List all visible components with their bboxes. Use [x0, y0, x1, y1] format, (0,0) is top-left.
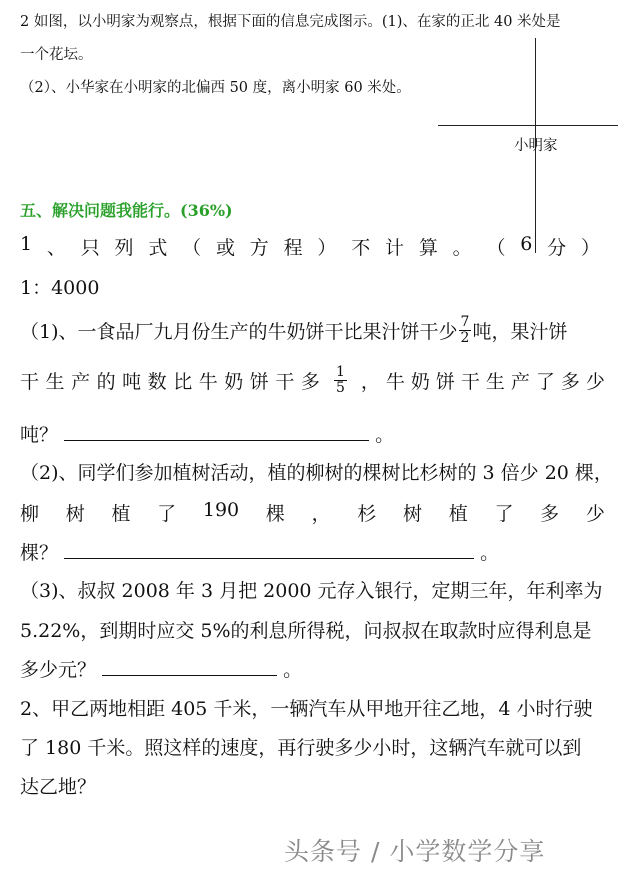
fraction-one-fifth	[334, 365, 347, 396]
question-2-line-1: 2 如图，以小明家为观察点，根据下面的信息完成图示。(1)、在家的正北 40 米处是	[20, 14, 561, 30]
problem-1-line-2a-char: 奶	[224, 371, 244, 393]
problem-1-line-2b-char: 产	[510, 371, 530, 393]
problem-2-answer-prefix: 棵？	[20, 542, 59, 564]
problem-1-line-2a-char: 牛	[198, 371, 218, 393]
question-2-line-2: 一个花坛。	[20, 47, 93, 63]
problem-1-text-b: 吨，果汁饼	[472, 321, 568, 343]
fraction-seven-halves	[459, 315, 472, 346]
problem-2-line-2-char: 190	[202, 499, 240, 521]
problem-1-line-2	[20, 365, 605, 396]
problem-1-line-2a-char: 的	[96, 371, 116, 393]
fraction-denominator: 5	[336, 380, 345, 396]
question-1-char: 只	[80, 237, 100, 259]
question-1-char: 6	[520, 233, 533, 255]
problem-1-text-a: （1)、一食品厂九月份生产的牛奶饼干比果汁饼干少	[20, 321, 458, 343]
problem-1-answer-prefix: 吨？	[20, 424, 59, 446]
problem-2-answer-end: 。	[480, 542, 500, 564]
question-1-char: 方	[249, 237, 269, 259]
question-2b-line-3: 达乙地？	[20, 776, 97, 798]
question-1-instruction	[20, 233, 600, 260]
problem-2-line-2-char: 了	[494, 503, 514, 525]
question-1-char: ）	[580, 237, 600, 259]
observation-point-label: 小明家	[514, 138, 558, 154]
section-five-heading: 五、解决问题我能行。(36%)	[20, 201, 233, 220]
problem-1-line-2a-char: 吨	[122, 371, 142, 393]
problem-3-line-2: 5.22%，到期时应交 5%的利息所得税，问叔叔在取款时应得利息是	[20, 620, 592, 642]
problem-3-line-1: （3)、叔叔 2008 年 3 月把 2000 元存入银行，定期三年，年利率为	[20, 580, 603, 602]
problem-1-line-3	[20, 420, 394, 447]
problem-1-line-1	[20, 315, 567, 346]
problem-2-line-2-char: 棵	[265, 503, 285, 525]
question-1-char: 程	[283, 237, 303, 259]
problem-1-line-2a-char: 干	[20, 371, 40, 393]
problem-1-line-2a-char: 多	[300, 371, 320, 393]
question-1-char: （	[486, 237, 506, 259]
question-2b-line-2: 了 180 千米。照这样的速度，再行驶多少小时，这辆汽车就可以到	[20, 737, 582, 759]
problem-2-line-1: （2)、同学们参加植树活动，植的柳树的棵树比杉树的 3 倍少 20 棵，	[20, 462, 613, 484]
question-1-char: 、	[46, 237, 66, 259]
problem-1-line-2b-char: 饼	[435, 371, 455, 393]
problem-1-line-2b-char: 多	[560, 371, 580, 393]
problem-1-line-2b-char: 了	[535, 371, 555, 393]
problem-1-line-2a-char: 数	[147, 371, 167, 393]
problem-2-line-2-char: 少	[585, 503, 605, 525]
watermark: 头条号 / 小学数学分享	[284, 837, 546, 866]
question-2b-line-1: 2、甲乙两地相距 405 千米，一辆汽车从甲地开往乙地，4 小时行驶	[20, 698, 593, 720]
problem-1-line-2b-char: 牛	[385, 371, 405, 393]
question-1-char: 算	[418, 237, 438, 259]
problem-2-line-2-char: 了	[157, 503, 177, 525]
question-1-char: 计	[385, 237, 405, 259]
problem-2-line-2	[20, 499, 605, 526]
problem-3-line-3	[20, 655, 302, 682]
problem-2-line-2-char: 柳	[20, 503, 40, 525]
problem-2-line-2-char: 植	[111, 503, 131, 525]
problem-1-line-2b-char: 奶	[410, 371, 430, 393]
problem-2-line-3	[20, 538, 499, 565]
problem-1-answer-blank[interactable]	[64, 426, 369, 441]
problem-1-line-2b-char: ，	[360, 371, 380, 393]
problem-3-answer-blank[interactable]	[102, 661, 277, 676]
question-1-char: 1	[20, 233, 33, 255]
question-1-char: 或	[215, 237, 235, 259]
question-2-line-3: （2）、小华家在小明家的北偏西 50 度，离小明家 60 米处。	[20, 80, 411, 96]
fraction-numerator: 1	[336, 364, 345, 380]
fraction-denominator: 2	[460, 330, 470, 346]
problem-2-line-2-char: 树	[65, 503, 85, 525]
problem-1-line-2-part-a	[20, 367, 320, 394]
scale-ratio: 1：4000	[20, 277, 100, 299]
problem-2-line-2-char: 多	[540, 503, 560, 525]
question-1-char: 分	[547, 237, 567, 259]
problem-2-line-2-char: 杉	[357, 503, 377, 525]
problem-2-line-2-char: ，	[311, 503, 331, 525]
problem-1-line-2b-char: 生	[485, 371, 505, 393]
question-1-char: ）	[317, 237, 337, 259]
problem-1-line-2-part-b	[361, 367, 605, 394]
problem-1-answer-end: 。	[375, 424, 395, 446]
question-1-char: 不	[351, 237, 371, 259]
east-west-axis	[438, 125, 618, 126]
question-1-char: 。	[452, 237, 472, 259]
problem-1-line-2a-char: 干	[275, 371, 295, 393]
question-1-char: 列	[114, 237, 134, 259]
fraction-numerator: 7	[460, 314, 470, 330]
question-1-char: 式	[148, 237, 168, 259]
problem-1-line-2a-char: 产	[71, 371, 91, 393]
question-1-char: （	[182, 237, 202, 259]
problem-2-line-2-char: 植	[448, 503, 468, 525]
problem-1-line-2a-char: 生	[45, 371, 65, 393]
problem-1-line-2b-char: 干	[460, 371, 480, 393]
problem-2-answer-blank[interactable]	[64, 544, 474, 559]
problem-1-line-2a-char: 饼	[249, 371, 269, 393]
problem-1-line-2b-char: 少	[585, 371, 605, 393]
problem-1-line-2a-char: 比	[173, 371, 193, 393]
problem-3-answer-end: 。	[283, 659, 303, 681]
problem-3-answer-prefix: 多少元？	[20, 659, 97, 681]
problem-2-line-2-char: 树	[403, 503, 423, 525]
